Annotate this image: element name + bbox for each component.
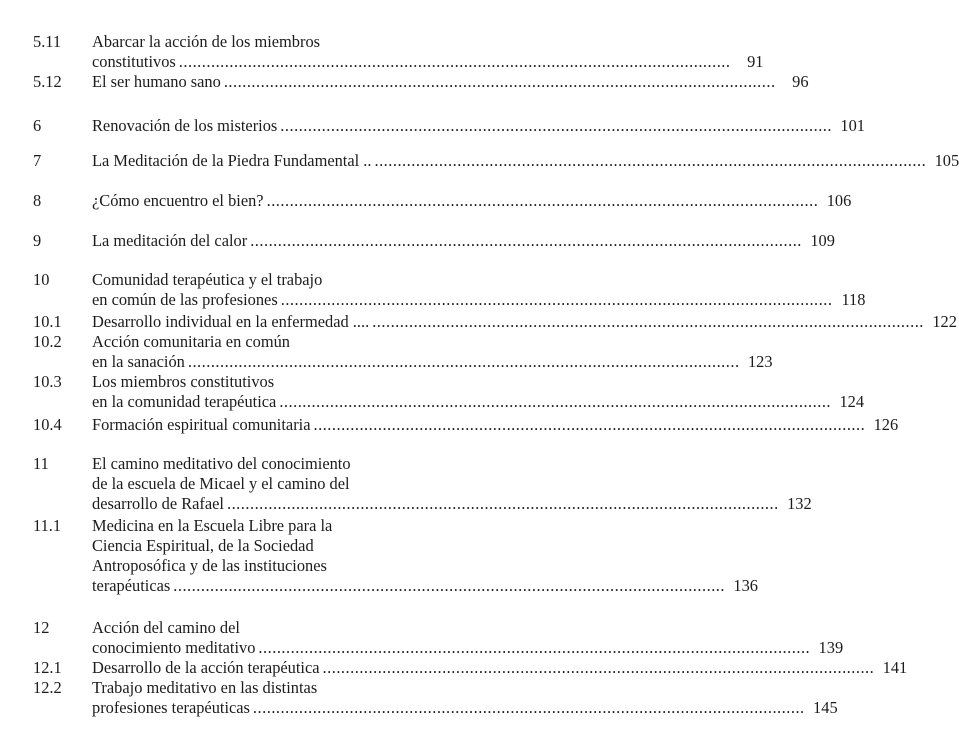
section-number: 7 bbox=[33, 151, 42, 170]
section-title-line: Trabajo meditativo en las distintas bbox=[92, 678, 318, 697]
section-title-line: Abarcar la acción de los miembros bbox=[92, 32, 321, 51]
toc-entry[interactable] bbox=[0, 116, 865, 136]
toc-line bbox=[0, 536, 462, 556]
dot-leader: ........................................................................................................................ bbox=[226, 494, 779, 513]
title-and-page bbox=[92, 312, 957, 332]
title-and-page bbox=[92, 698, 838, 718]
toc-line bbox=[0, 231, 835, 251]
toc-line bbox=[0, 332, 462, 352]
section-title-line: Los miembros constitutivos bbox=[92, 372, 275, 391]
section-number: 9 bbox=[33, 231, 42, 250]
section-number: 10 bbox=[33, 270, 50, 289]
section-title-line: La meditación del calor bbox=[92, 231, 248, 250]
dot-leader: ........................................................................................................................ bbox=[280, 290, 833, 309]
section-title-line: El camino meditativo del conocimiento bbox=[92, 454, 351, 473]
toc-entry[interactable] bbox=[0, 618, 844, 658]
title-line-wrapper bbox=[92, 454, 351, 474]
page-number: 126 bbox=[873, 415, 899, 434]
section-number: 5.11 bbox=[33, 32, 62, 51]
title-and-page bbox=[92, 191, 852, 211]
page-number: 96 bbox=[792, 72, 809, 91]
toc-entry[interactable] bbox=[0, 678, 838, 718]
title-line-wrapper bbox=[92, 556, 327, 576]
toc-line bbox=[0, 52, 764, 72]
section-title-line: Desarrollo de la acción terapéutica bbox=[92, 658, 320, 677]
section-number: 12.2 bbox=[33, 678, 62, 697]
section-number: 10.1 bbox=[33, 312, 62, 331]
section-title-line: Medicina en la Escuela Libre para la bbox=[92, 516, 333, 535]
toc-line bbox=[0, 556, 462, 576]
title-line-wrapper bbox=[92, 678, 317, 698]
section-title-line: Acción del camino del bbox=[92, 618, 240, 637]
page-number: 106 bbox=[826, 191, 852, 210]
title-and-page bbox=[92, 658, 908, 678]
title-and-page bbox=[92, 290, 866, 310]
title-and-page bbox=[92, 494, 812, 514]
dot-leader: ........................................................................................................................ bbox=[173, 576, 725, 595]
dot-leader: ........................................................................................................................ bbox=[322, 658, 875, 677]
page-number: 124 bbox=[839, 392, 865, 411]
toc-line bbox=[0, 151, 959, 171]
section-title-line: constitutivos bbox=[92, 52, 176, 71]
title-and-page bbox=[92, 415, 899, 435]
toc-line bbox=[0, 698, 838, 718]
toc-line bbox=[0, 454, 462, 474]
toc-line bbox=[0, 638, 844, 658]
toc-entry[interactable] bbox=[0, 191, 852, 211]
dot-leader: ........................................................................................................................ bbox=[280, 116, 832, 135]
toc-entry[interactable] bbox=[0, 312, 957, 332]
title-and-page bbox=[92, 116, 865, 136]
toc-entry[interactable] bbox=[0, 231, 835, 251]
section-number: 6 bbox=[33, 116, 42, 135]
title-line-wrapper bbox=[92, 618, 240, 638]
toc-line bbox=[0, 312, 957, 332]
title-and-page bbox=[92, 352, 773, 372]
section-title-line: en común de las profesiones bbox=[92, 290, 278, 309]
toc-line bbox=[0, 116, 865, 136]
page-number: 139 bbox=[818, 638, 844, 657]
toc-entry[interactable] bbox=[0, 270, 866, 310]
section-number: 10.3 bbox=[33, 372, 62, 391]
title-line-wrapper bbox=[92, 516, 332, 536]
page-number: 91 bbox=[747, 52, 764, 71]
section-title-line: terapéuticas bbox=[92, 576, 171, 595]
dot-leader: ........................................................................................................................ bbox=[279, 392, 832, 411]
toc-line bbox=[0, 372, 462, 392]
toc-entry[interactable] bbox=[0, 454, 812, 514]
toc-entry[interactable] bbox=[0, 32, 764, 72]
section-title-line: Acción comunitaria en común bbox=[92, 332, 290, 351]
toc-entry[interactable] bbox=[0, 516, 758, 596]
title-and-page bbox=[92, 151, 959, 171]
toc-line bbox=[0, 576, 758, 596]
title-line-wrapper bbox=[92, 474, 350, 494]
title-and-page bbox=[92, 392, 865, 412]
title-line-wrapper bbox=[92, 372, 274, 392]
title-line-wrapper bbox=[92, 32, 320, 52]
section-number: 12 bbox=[33, 618, 50, 637]
dot-leader: ........................................................................................................................ bbox=[372, 312, 924, 331]
page-number: 132 bbox=[787, 494, 812, 513]
toc-line bbox=[0, 191, 852, 211]
page-number: 109 bbox=[810, 231, 835, 250]
section-title-line: ¿Cómo encuentro el bien? bbox=[92, 191, 264, 210]
section-number: 5.12 bbox=[33, 72, 62, 91]
toc-line bbox=[0, 270, 462, 290]
toc-entry[interactable] bbox=[0, 72, 809, 92]
section-number: 12.1 bbox=[33, 658, 62, 677]
section-title-line: Formación espiritual comunitaria bbox=[92, 415, 311, 434]
section-title-line: Antroposófica y de las instituciones bbox=[92, 556, 327, 575]
section-title-line: Renovación de los misterios bbox=[92, 116, 278, 135]
toc-line bbox=[0, 352, 773, 372]
dot-leader: ........................................................................................................................ bbox=[250, 231, 802, 250]
section-number: 8 bbox=[33, 191, 42, 210]
section-title-line: Comunidad terapéutica y el trabajo bbox=[92, 270, 323, 289]
section-title-line: La Meditación de la Piedra Fundamental .. bbox=[92, 151, 372, 170]
toc-line bbox=[0, 72, 809, 92]
dot-leader: ........................................................................................................................ bbox=[374, 151, 927, 170]
title-and-page bbox=[92, 638, 844, 658]
toc-entry[interactable] bbox=[0, 658, 908, 678]
toc-line bbox=[0, 494, 812, 514]
title-line-wrapper bbox=[92, 270, 322, 290]
dot-leader: ........................................................................................................................ bbox=[266, 191, 819, 210]
title-and-page bbox=[92, 576, 758, 596]
title-line-wrapper bbox=[92, 536, 314, 556]
dot-leader: ........................................................................................................................ bbox=[223, 72, 776, 91]
toc-entry[interactable] bbox=[0, 332, 773, 372]
dot-leader: ........................................................................................................................ bbox=[252, 698, 805, 717]
page-number: 118 bbox=[841, 290, 866, 309]
dot-leader: ........................................................................................................................ bbox=[178, 52, 731, 71]
section-title-line: conocimiento meditativo bbox=[92, 638, 256, 657]
section-title-line: en la sanación bbox=[92, 352, 185, 371]
section-number: 11 bbox=[33, 454, 49, 473]
toc-line bbox=[0, 618, 462, 638]
section-title-line: en la comunidad terapéutica bbox=[92, 392, 277, 411]
section-title-line: de la escuela de Micael y el camino del bbox=[92, 474, 350, 493]
page-number: 141 bbox=[882, 658, 908, 677]
section-number: 10.4 bbox=[33, 415, 62, 434]
dot-leader: ........................................................................................................................ bbox=[187, 352, 740, 371]
dot-leader: ........................................................................................................................ bbox=[258, 638, 811, 657]
title-line-wrapper bbox=[92, 332, 290, 352]
toc-line bbox=[0, 474, 462, 494]
toc-line bbox=[0, 658, 908, 678]
toc-entry[interactable] bbox=[0, 151, 959, 171]
page-number: 105 bbox=[934, 151, 959, 170]
toc-entry[interactable] bbox=[0, 372, 865, 412]
page-number: 122 bbox=[932, 312, 957, 331]
toc-line bbox=[0, 392, 865, 412]
section-title-line: El ser humano sano bbox=[92, 72, 221, 91]
section-number: 10.2 bbox=[33, 332, 62, 351]
toc-line bbox=[0, 32, 462, 52]
page-number: 101 bbox=[840, 116, 865, 135]
toc-line bbox=[0, 415, 899, 435]
dot-leader: ........................................................................................................................ bbox=[313, 415, 866, 434]
toc-line bbox=[0, 516, 462, 536]
title-and-page bbox=[92, 52, 764, 72]
section-title-line: profesiones terapéuticas bbox=[92, 698, 250, 717]
title-and-page bbox=[92, 231, 835, 251]
page-number: 123 bbox=[747, 352, 773, 371]
section-title-line: Ciencia Espiritual, de la Sociedad bbox=[92, 536, 314, 555]
page-number: 145 bbox=[813, 698, 838, 717]
toc-line bbox=[0, 678, 462, 698]
section-title-line: Desarrollo individual en la enfermedad .... bbox=[92, 312, 370, 331]
page-number: 136 bbox=[733, 576, 758, 595]
section-title-line: desarrollo de Rafael bbox=[92, 494, 224, 513]
toc-entry[interactable] bbox=[0, 415, 899, 435]
toc-line bbox=[0, 290, 866, 310]
section-number: 11.1 bbox=[33, 516, 62, 535]
title-and-page bbox=[92, 72, 809, 92]
